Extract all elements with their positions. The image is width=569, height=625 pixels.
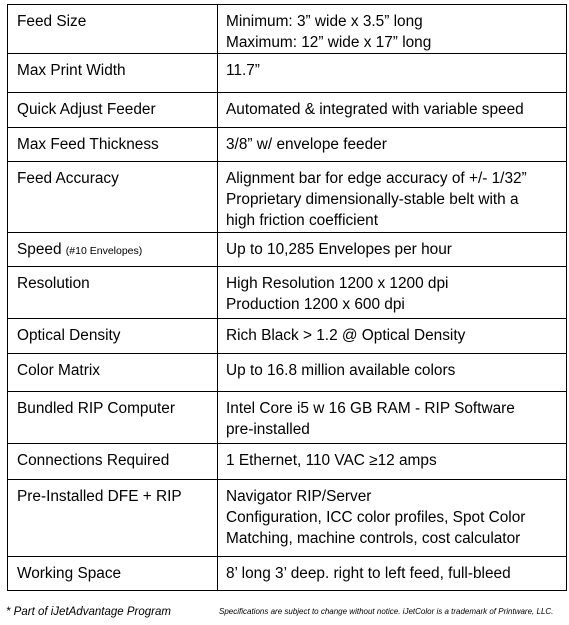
spec-label-cell — [8, 267, 218, 319]
spec-value-cell — [218, 54, 567, 93]
spec-label: Resolution — [17, 275, 90, 292]
spec-label: Feed Accuracy — [17, 170, 119, 187]
spec-row — [8, 162, 567, 233]
spec-value-line: high friction coefficient — [226, 212, 378, 229]
spec-label: Pre-Installed DFE + RIP — [17, 488, 182, 505]
spec-row — [8, 267, 567, 319]
spec-label-cell — [8, 557, 218, 591]
spec-row — [8, 54, 567, 93]
spec-label-cell — [8, 354, 218, 392]
spec-row — [8, 480, 567, 557]
spec-label-cell — [8, 319, 218, 354]
spec-value-cell — [218, 444, 567, 480]
spec-value-line: Intel Core i5 w 16 GB RAM - RIP Software — [226, 400, 515, 417]
spec-value-line: Alignment bar for edge accuracy of +/- 1/32” — [226, 170, 527, 187]
spec-label-note: (#10 Envelopes) — [65, 245, 143, 257]
spec-value-line: Proprietary dimensionally-stable belt with a — [226, 191, 519, 208]
spec-value-line: Navigator RIP/Server — [226, 488, 372, 505]
spec-label-cell — [8, 54, 218, 93]
spec-label-cell — [8, 480, 218, 557]
spec-value-line: 8’ long 3’ deep. right to left feed, full-bleed — [226, 565, 511, 582]
spec-label-cell — [8, 128, 218, 162]
spec-value-line: High Resolution 1200 x 1200 dpi — [226, 275, 449, 292]
footnote-program: * Part of iJetAdvantage Program — [6, 606, 171, 618]
spec-label-cell — [8, 233, 218, 267]
spec-label: Bundled RIP Computer — [17, 400, 175, 417]
spec-label: Feed Size — [17, 13, 87, 30]
spec-label: Max Feed Thickness — [17, 136, 159, 153]
spec-label: Max Print Width — [17, 62, 126, 79]
spec-value-cell — [218, 5, 567, 54]
spec-value-cell — [218, 557, 567, 591]
spec-row — [8, 128, 567, 162]
spec-value-line: Automated & integrated with variable speed — [226, 101, 524, 118]
spec-value-cell — [218, 392, 567, 444]
spec-label: Speed — [17, 241, 62, 258]
spec-value-cell — [218, 267, 567, 319]
spec-value-line: Up to 10,285 Envelopes per hour — [226, 241, 452, 258]
spec-label: Optical Density — [17, 327, 121, 344]
spec-label-cell — [8, 162, 218, 233]
spec-value-line: Production 1200 x 600 dpi — [226, 296, 405, 313]
spec-row — [8, 557, 567, 591]
spec-label: Quick Adjust Feeder — [17, 101, 156, 118]
spec-value-line: Configuration, ICC color profiles, Spot Color — [226, 509, 526, 526]
spec-row — [8, 319, 567, 354]
spec-value-cell — [218, 128, 567, 162]
spec-value-cell — [218, 93, 567, 128]
spec-label: Connections Required — [17, 452, 170, 469]
spec-value-line: Maximum: 12” wide x 17” long — [226, 34, 432, 51]
spec-value-cell — [218, 480, 567, 557]
spec-label-cell — [8, 392, 218, 444]
spec-label-cell — [8, 5, 218, 54]
spec-value-line: 11.7” — [226, 62, 260, 79]
spec-value-cell — [218, 354, 567, 392]
spec-label-cell — [8, 93, 218, 128]
footnote-disclaimer: Specifications are subject to change without notice. iJetColor is a trademark of Printware, LLC. — [219, 607, 554, 616]
spec-row — [8, 444, 567, 480]
spec-row — [8, 354, 567, 392]
spec-value-line: Up to 16.8 million available colors — [226, 362, 456, 379]
spec-value-cell — [218, 319, 567, 354]
spec-value-line: Rich Black > 1.2 @ Optical Density — [226, 327, 466, 344]
spec-table — [7, 4, 564, 591]
spec-row — [8, 5, 567, 54]
spec-value-line: Matching, machine controls, cost calculator — [226, 530, 521, 547]
spec-value-line: pre-installed — [226, 421, 310, 438]
spec-row — [8, 93, 567, 128]
spec-label: Working Space — [17, 565, 122, 582]
spec-row — [8, 233, 567, 267]
spec-value-line: 1 Ethernet, 110 VAC ≥12 amps — [226, 452, 437, 469]
spec-value-line: Minimum: 3” wide x 3.5” long — [226, 13, 423, 30]
spec-label: Color Matrix — [17, 362, 100, 379]
spec-label-cell — [8, 444, 218, 480]
spec-value-cell — [218, 233, 567, 267]
spec-row — [8, 392, 567, 444]
spec-value-line: 3/8” w/ envelope feeder — [226, 136, 387, 153]
spec-value-cell — [218, 162, 567, 233]
